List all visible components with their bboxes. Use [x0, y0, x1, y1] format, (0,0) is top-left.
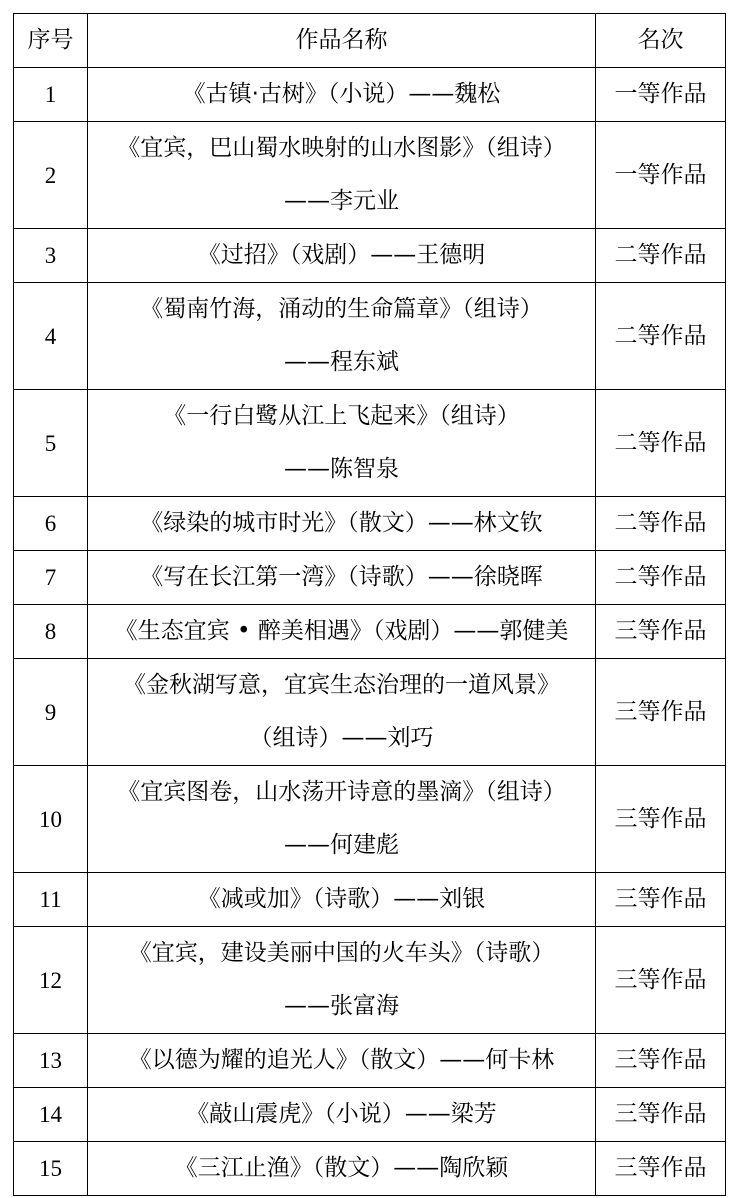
row-rank: 三等作品	[596, 766, 726, 873]
table-header-row	[14, 14, 726, 68]
row-title	[88, 605, 596, 659]
title-line: 《减或加》（诗歌）——刘银	[197, 886, 486, 912]
row-number: 14	[14, 1088, 88, 1142]
row-rank: 三等作品	[596, 659, 726, 766]
row-number: 2	[14, 122, 88, 229]
row-number: 15	[14, 1142, 88, 1196]
title-line: 《金秋湖写意，宜宾生态治理的一道风景》	[123, 672, 560, 698]
row-title	[88, 68, 596, 122]
row-rank: 二等作品	[596, 283, 726, 390]
row-title	[88, 766, 596, 873]
row-number: 1	[14, 68, 88, 122]
row-number: 6	[14, 497, 88, 551]
title-line: 《一行白鹭从江上飞起来》（组诗）	[163, 403, 520, 429]
row-number: 8	[14, 605, 88, 659]
table-row	[14, 766, 726, 873]
row-rank: 二等作品	[596, 390, 726, 497]
row-number: 10	[14, 766, 88, 873]
row-number: 13	[14, 1034, 88, 1088]
table-row	[14, 659, 726, 766]
row-title	[88, 390, 596, 497]
row-title	[88, 283, 596, 390]
title-line: ——陈智泉	[284, 456, 399, 482]
title-line: 《写在长江第一湾》（诗歌）——徐晓晖	[140, 564, 543, 590]
title-line: 《敲山震虎》（小说）——梁芳	[186, 1101, 497, 1127]
row-title	[88, 659, 596, 766]
table-row	[14, 551, 726, 605]
row-number: 4	[14, 283, 88, 390]
title-line: 《过招》（戏剧）——王德明	[197, 242, 486, 268]
title-line: 《三江止渔》（散文）——陶欣颖	[174, 1155, 509, 1181]
row-rank: 三等作品	[596, 1034, 726, 1088]
row-rank: 三等作品	[596, 605, 726, 659]
table-row	[14, 1142, 726, 1196]
table-row	[14, 605, 726, 659]
row-rank: 三等作品	[596, 873, 726, 927]
row-title	[88, 1142, 596, 1196]
row-rank: 二等作品	[596, 551, 726, 605]
title-line: 《以德为耀的追光人》（散文）——何卡林	[128, 1047, 555, 1073]
table-row	[14, 122, 726, 229]
title-line: 《宜宾，建设美丽中国的火车头》（诗歌）	[128, 940, 555, 966]
title-line: 《绿染的城市时光》（散文）——林文钦	[140, 510, 543, 536]
table-row	[14, 68, 726, 122]
row-title	[88, 551, 596, 605]
row-rank: 一等作品	[596, 68, 726, 122]
title-line: 《生态宜宾 • 醉美相遇》（戏剧）——郭健美	[114, 618, 569, 644]
row-title	[88, 122, 596, 229]
table-row	[14, 927, 726, 1034]
title-line: 《宜宾，巴山蜀水映射的山水图影》（组诗）	[117, 135, 566, 161]
row-title	[88, 229, 596, 283]
title-line: 《宜宾图卷，山水荡开诗意的墨滴》（组诗）	[117, 779, 566, 805]
awards-table	[13, 13, 726, 1196]
header-number: 序号	[14, 14, 88, 68]
row-number: 11	[14, 873, 88, 927]
row-number: 5	[14, 390, 88, 497]
title-line: 《蜀南竹海，涌动的生命篇章》（组诗）	[140, 296, 543, 322]
table-row	[14, 1088, 726, 1142]
table-row	[14, 229, 726, 283]
row-number: 7	[14, 551, 88, 605]
title-line: ——李元业	[284, 188, 399, 214]
title-line: ——程东斌	[284, 349, 399, 375]
table-row	[14, 1034, 726, 1088]
row-rank: 三等作品	[596, 1088, 726, 1142]
row-rank: 二等作品	[596, 229, 726, 283]
table-row	[14, 283, 726, 390]
row-rank: 一等作品	[596, 122, 726, 229]
table-row	[14, 497, 726, 551]
header-title: 作品名称	[88, 14, 596, 68]
row-number: 3	[14, 229, 88, 283]
title-line: ——张富海	[284, 993, 399, 1019]
row-title	[88, 927, 596, 1034]
row-title	[88, 1088, 596, 1142]
title-line: ——何建彪	[284, 832, 399, 858]
header-rank: 名次	[596, 14, 726, 68]
row-title	[88, 497, 596, 551]
row-number: 12	[14, 927, 88, 1034]
row-rank: 三等作品	[596, 1142, 726, 1196]
title-line: 《古镇·古树》（小说）——魏松	[182, 81, 501, 107]
row-title	[88, 1034, 596, 1088]
title-line: （组诗）——刘巧	[249, 725, 434, 751]
row-title	[88, 873, 596, 927]
row-rank: 三等作品	[596, 927, 726, 1034]
table-row	[14, 390, 726, 497]
row-rank: 二等作品	[596, 497, 726, 551]
row-number: 9	[14, 659, 88, 766]
table-row	[14, 873, 726, 927]
